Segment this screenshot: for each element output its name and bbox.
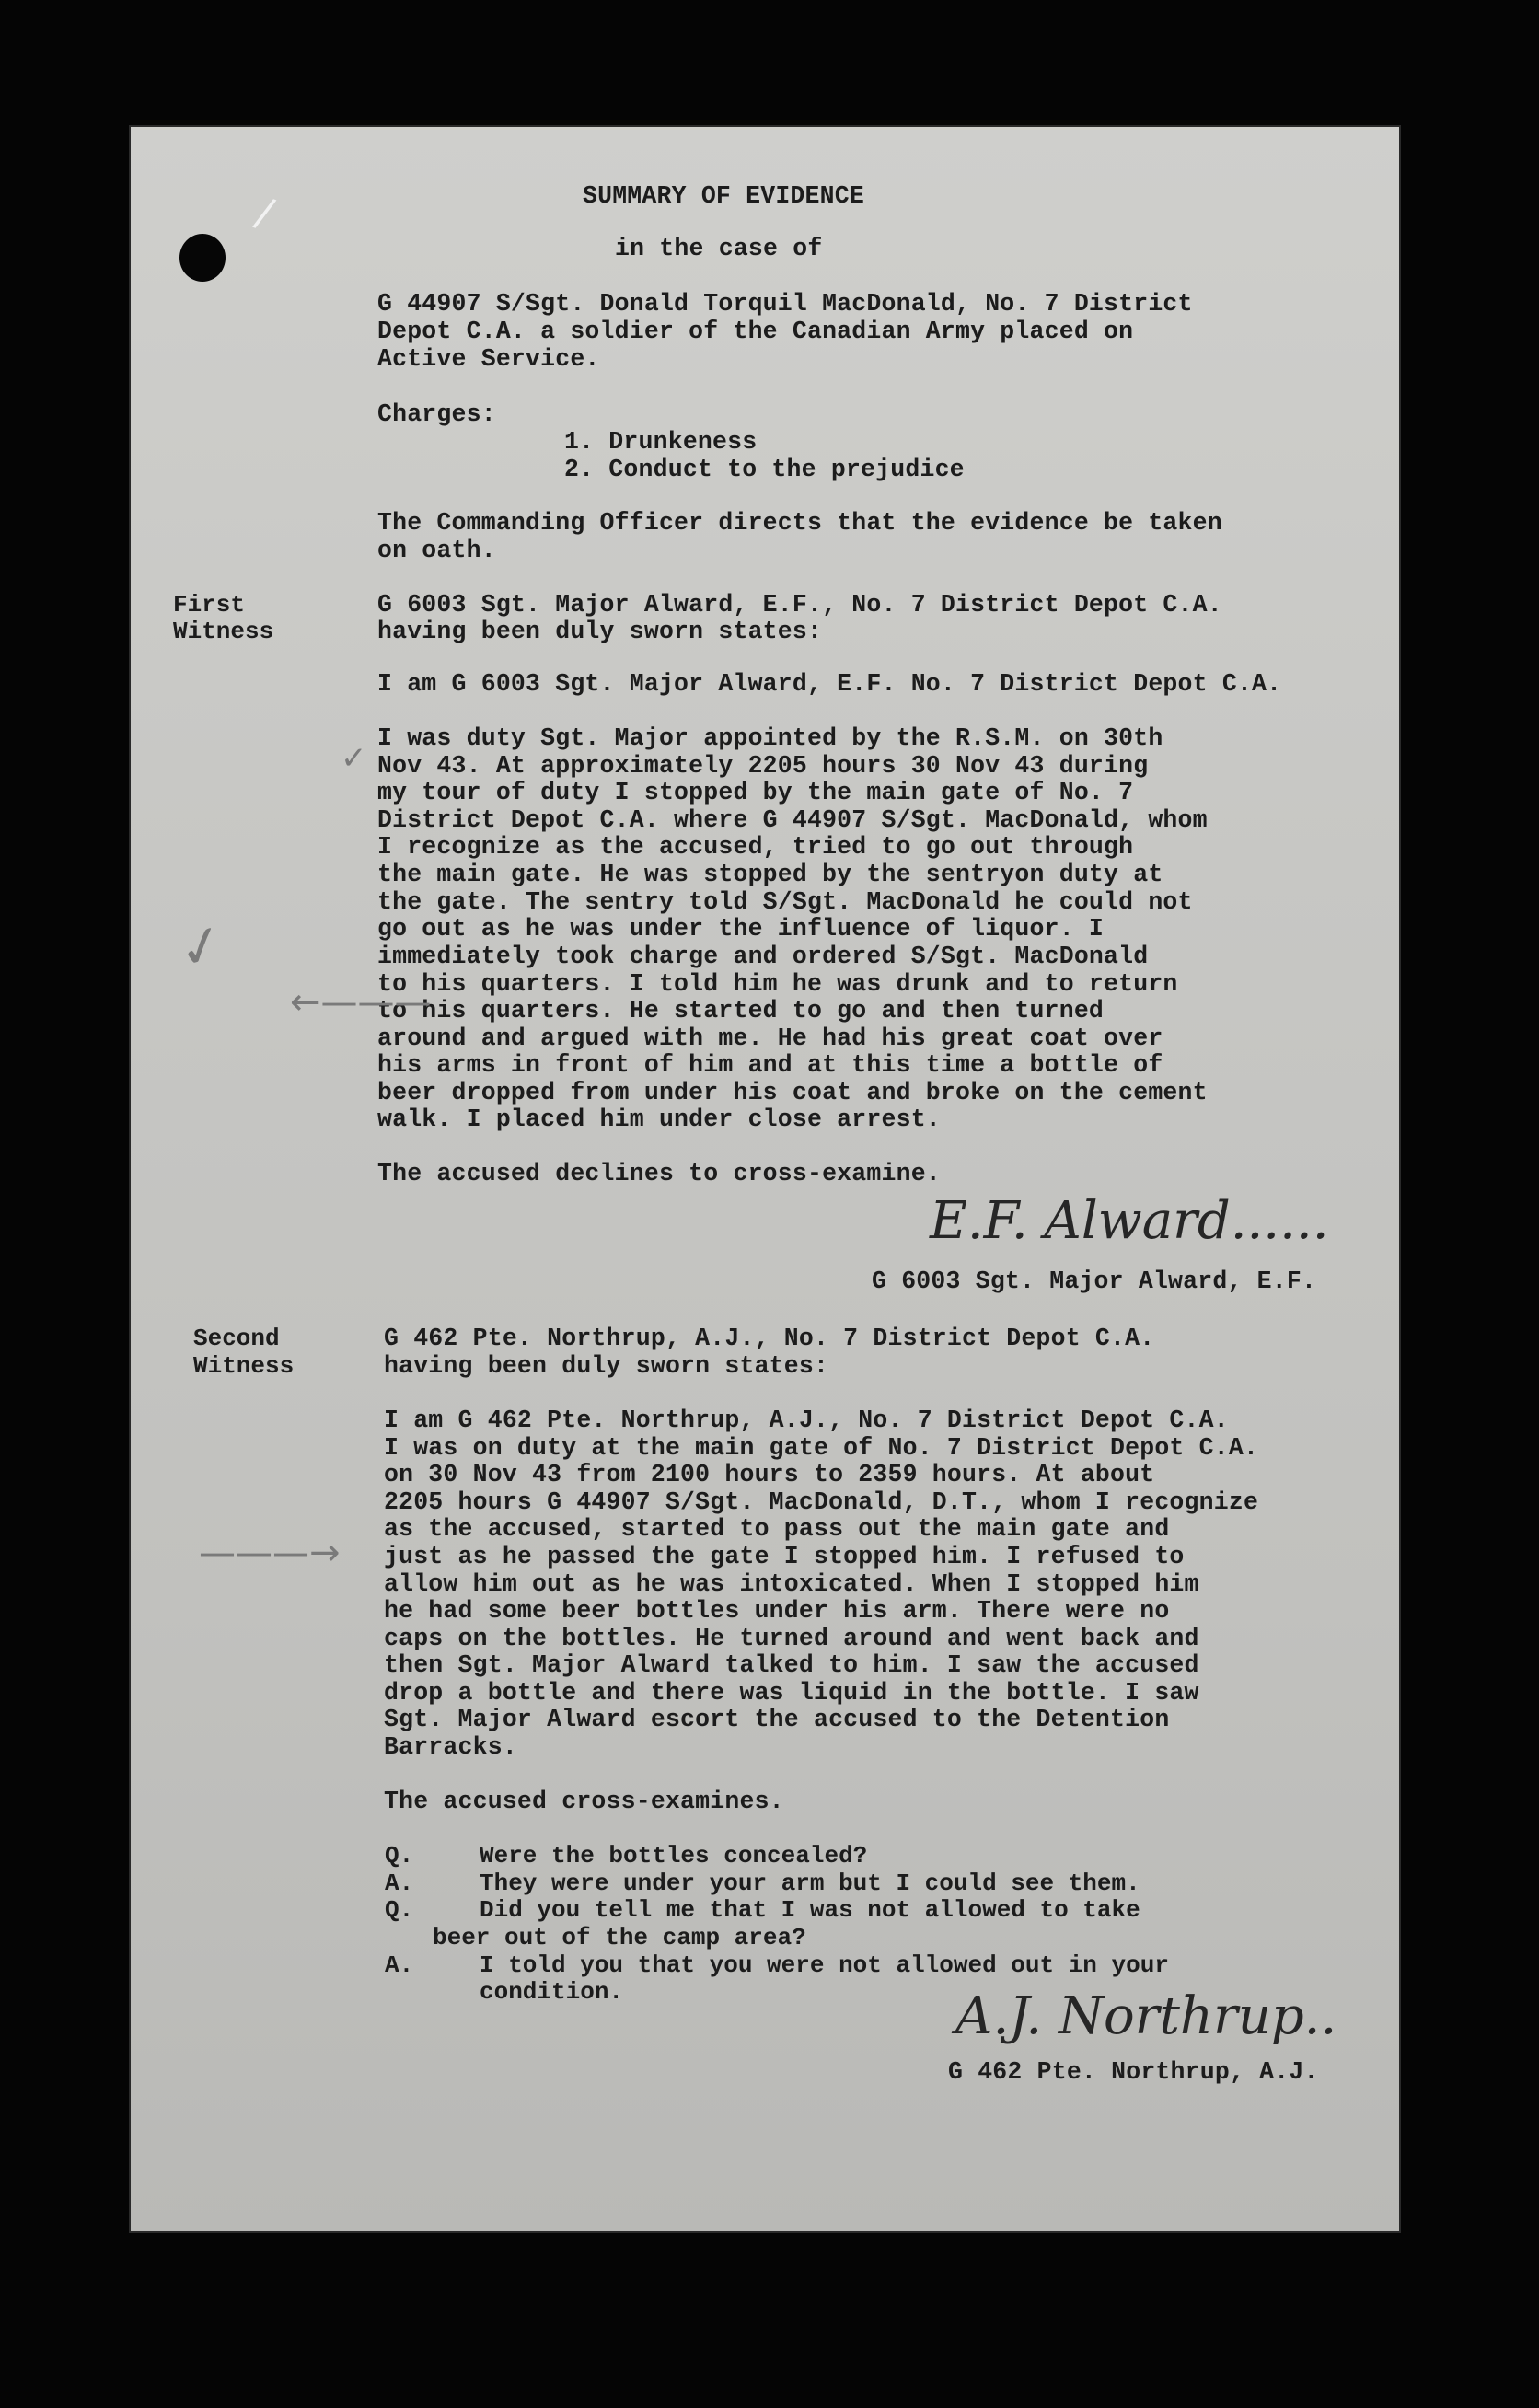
qa-text: Did you tell me that I was not allowed to take <box>480 1896 1140 1924</box>
directive-line: on oath. <box>377 537 496 564</box>
accused-line: Active Service. <box>377 345 600 373</box>
signature-caption: G 6003 Sgt. Major Alward, E.F. <box>872 1268 1317 1295</box>
qa-tag: A. <box>385 1951 414 1979</box>
testimony-line: walk. I placed him under close arrest. <box>377 1106 941 1133</box>
testimony-line: beer dropped from under his coat and broke on the cement <box>377 1079 1208 1106</box>
cross-exam-note: The accused cross-examines. <box>384 1788 784 1815</box>
testimony-line: on 30 Nov 43 from 2100 hours to 2359 hours. At about <box>384 1461 1155 1488</box>
testimony-line: Barracks. <box>384 1733 517 1761</box>
qa-tag: A. <box>385 1870 414 1897</box>
pencil-check-mark: ✓ <box>341 740 367 777</box>
northrup-signature: A.J. Northrup.. <box>955 1986 1337 2046</box>
second-witness-label: Second <box>193 1325 280 1352</box>
testimony-line: just as he passed the gate I stopped him. I refused to <box>384 1543 1185 1570</box>
testimony-line: my tour of duty I stopped by the main gate of No. 7 <box>377 779 1134 806</box>
second-witness-intro: having been duly sworn states: <box>384 1352 829 1380</box>
alward-signature: E.F. Alward...... <box>930 1191 1329 1251</box>
qa-text: condition. <box>480 1978 624 2006</box>
testimony-line: District Depot C.A. where G 44907 S/Sgt. MacDonald, whom <box>377 806 1208 834</box>
charges-heading: Charges: <box>377 400 496 428</box>
accused-line: Depot C.A. a soldier of the Canadian Army placed on <box>377 318 1134 345</box>
qa-text: I told you that you were not allowed out in your <box>480 1951 1169 1979</box>
testimony-line: around and argued with me. He had his great coat over <box>377 1025 1163 1052</box>
pencil-arrow-left: ←——— <box>290 981 432 1024</box>
pencil-arrow-right: ———→ <box>199 1532 341 1574</box>
cross-exam-note: The accused declines to cross-examine. <box>377 1160 941 1187</box>
qa-text: They were under your arm but I could see them. <box>480 1870 1140 1897</box>
qa-tag: Q. <box>385 1842 414 1870</box>
testimony-line: I was on duty at the main gate of No. 7 District Depot C.A. <box>384 1434 1259 1462</box>
testimony-line: I was duty Sgt. Major appointed by the R.S.M. on 30th <box>377 724 1163 752</box>
first-witness-intro: having been duly sworn states: <box>377 618 823 645</box>
directive-line: The Commanding Officer directs that the evidence be taken <box>377 509 1222 537</box>
testimony-line: allow him out as he was intoxicated. When I stopped him <box>384 1570 1199 1598</box>
charge-item: 2. Conduct to the prejudice <box>564 456 965 483</box>
first-witness-label: Witness <box>173 618 274 645</box>
qa-tag: Q. <box>385 1896 414 1924</box>
signature-caption: G 462 Pte. Northrup, A.J. <box>948 2058 1319 2086</box>
first-witness-identity: I am G 6003 Sgt. Major Alward, E.F. No. 7 District Depot C.A. <box>377 670 1282 698</box>
testimony-line: immediately took charge and ordered S/Sgt. MacDonald <box>377 943 1149 970</box>
testimony-line: to his quarters. I told him he was drunk and to return <box>377 970 1178 998</box>
second-witness-intro: G 462 Pte. Northrup, A.J., No. 7 District Depot C.A. <box>384 1325 1155 1352</box>
testimony-line: caps on the bottles. He turned around and went back and <box>384 1625 1199 1652</box>
charge-item: 1. Drunkeness <box>564 428 758 456</box>
testimony-line: to his quarters. He started to go and then turned <box>377 997 1105 1025</box>
pencil-check-mark: ✓ <box>170 909 233 985</box>
testimony-line: 2205 hours G 44907 S/Sgt. MacDonald, D.T., whom I recognize <box>384 1488 1259 1516</box>
first-witness-label: First <box>173 591 246 619</box>
document-title: SUMMARY OF EVIDENCE <box>583 182 864 210</box>
testimony-line: he had some beer bottles under his arm. There were no <box>384 1597 1170 1625</box>
pen-mark: / <box>249 189 280 237</box>
testimony-line: the main gate. He was stopped by the sentryon duty at <box>377 861 1163 888</box>
testimony-line: I am G 462 Pte. Northrup, A.J., No. 7 District Depot C.A. <box>384 1407 1229 1434</box>
accused-line: G 44907 S/Sgt. Donald Torquil MacDonald, No. 7 District <box>377 290 1193 318</box>
case-line: in the case of <box>615 235 823 262</box>
testimony-line: Sgt. Major Alward escort the accused to the Detention <box>384 1706 1170 1733</box>
punch-hole <box>179 234 226 282</box>
first-witness-intro: G 6003 Sgt. Major Alward, E.F., No. 7 District Depot C.A. <box>377 591 1222 619</box>
testimony-line: I recognize as the accused, tried to go out through <box>377 833 1134 861</box>
testimony-line: his arms in front of him and at this time a bottle of <box>377 1051 1163 1079</box>
testimony-line: as the accused, started to pass out the main gate and <box>384 1515 1170 1543</box>
qa-text: Were the bottles concealed? <box>480 1842 868 1870</box>
testimony-line: Nov 43. At approximately 2205 hours 30 Nov 43 during <box>377 752 1149 780</box>
testimony-line: go out as he was under the influence of liquor. I <box>377 915 1105 943</box>
qa-text: beer out of the camp area? <box>433 1924 806 1951</box>
testimony-line: the gate. The sentry told S/Sgt. MacDonald he could not <box>377 888 1193 916</box>
testimony-line: drop a bottle and there was liquid in the bottle. I saw <box>384 1679 1199 1707</box>
document-page <box>129 125 1401 2233</box>
second-witness-label: Witness <box>193 1352 295 1380</box>
testimony-line: then Sgt. Major Alward talked to him. I saw the accused <box>384 1651 1199 1679</box>
